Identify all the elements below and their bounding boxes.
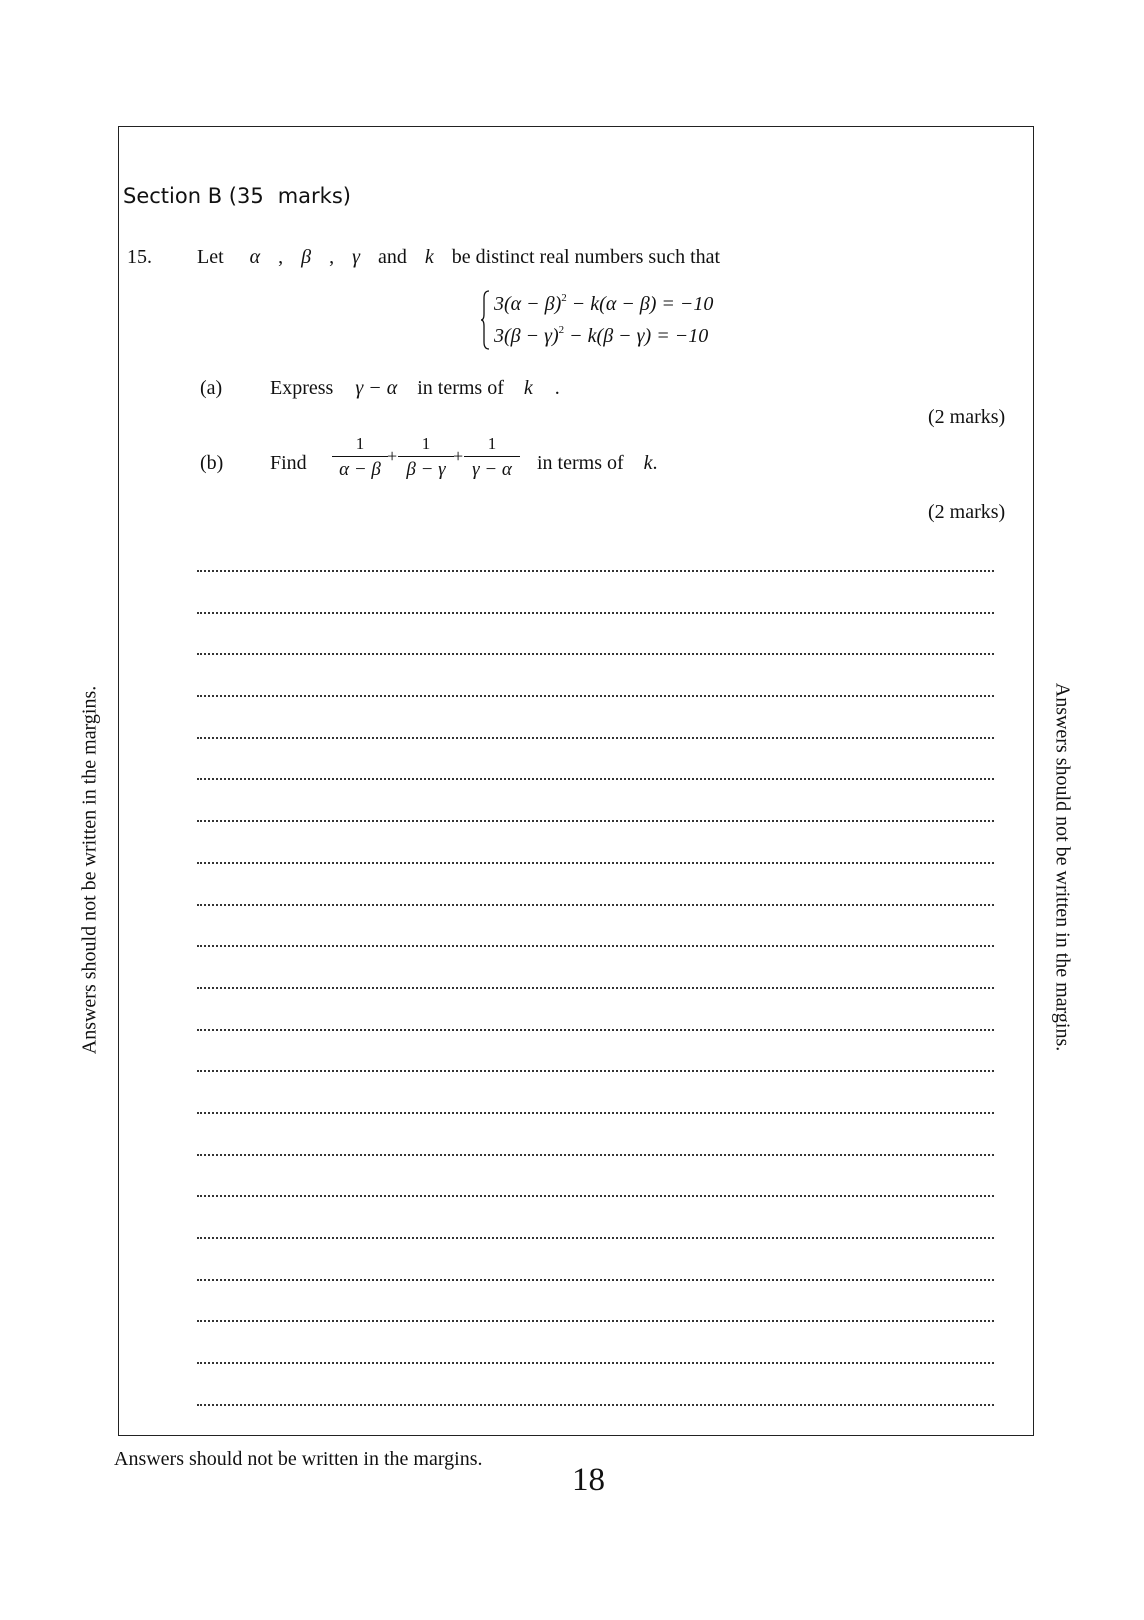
answer-line[interactable] (197, 1195, 994, 1197)
fraction-1 (332, 434, 388, 481)
answer-line[interactable] (197, 570, 994, 572)
eq1-exponent: 2 (561, 292, 567, 304)
answer-line[interactable] (197, 612, 994, 614)
section-title-end: marks) (277, 184, 351, 208)
fraction-2-numerator: 1 (421, 434, 431, 453)
answer-line[interactable] (197, 987, 994, 989)
part-b-tail (537, 452, 658, 475)
answer-line[interactable] (197, 1029, 994, 1031)
answer-lines (197, 570, 994, 1445)
word-express: Express (270, 377, 334, 399)
answer-line[interactable] (197, 862, 994, 864)
question-stem (197, 246, 720, 269)
answer-line[interactable] (197, 695, 994, 697)
fraction-3-numerator: 1 (487, 434, 497, 453)
var-gamma: γ (352, 246, 361, 268)
section-title (123, 184, 351, 208)
comma-1: , (278, 246, 284, 268)
answer-line[interactable] (197, 904, 994, 906)
left-brace (480, 290, 490, 350)
equation-1 (494, 292, 713, 316)
page-number: 18 (572, 1462, 605, 1498)
answer-line[interactable] (197, 1320, 994, 1322)
fraction-2 (398, 434, 454, 481)
part-b-var-k: k (643, 452, 653, 474)
answer-line[interactable] (197, 1112, 994, 1114)
fraction-3-denominator: γ − α (472, 459, 512, 480)
var-beta: β (301, 246, 312, 268)
eq2-left: 3(β − γ) (494, 325, 559, 347)
fraction-1-numerator: 1 (355, 434, 365, 453)
part-a-phrase: in terms of (417, 377, 504, 399)
answer-line[interactable] (197, 1070, 994, 1072)
word-and: and (378, 246, 407, 268)
plus-1: + (387, 446, 398, 466)
answer-line[interactable] (197, 653, 994, 655)
part-a-period: . (554, 377, 560, 399)
eq2-exponent: 2 (558, 324, 565, 336)
fraction-1-bar (332, 456, 388, 457)
plus-2: + (453, 446, 464, 466)
fraction-3-bar (464, 456, 520, 457)
part-a-label: (a) (200, 377, 223, 399)
eq2-right: − k(β − γ) = −10 (564, 325, 709, 347)
answer-line[interactable] (197, 945, 994, 947)
answer-line[interactable] (197, 778, 994, 780)
eq1-right: − k(α − β) = −10 (566, 293, 714, 315)
equation-system (480, 288, 740, 354)
comma-2: , (329, 246, 335, 268)
margin-note-left: Answers should not be written in the margins. (78, 685, 101, 1055)
equation-2 (494, 324, 708, 348)
sum-of-fractions (332, 434, 532, 494)
part-b-phrase: in terms of (537, 452, 624, 474)
answer-line[interactable] (197, 1404, 994, 1406)
part-a-text (270, 377, 560, 400)
part-b-label: (b) (200, 452, 224, 474)
fraction-1-denominator: α − β (339, 459, 381, 480)
answer-line[interactable] (197, 737, 994, 739)
part-a-var-k: k (523, 377, 533, 399)
margin-note-right: Answers should not be written in the margins. (1051, 682, 1074, 1052)
eq1-left: 3(α − β) (494, 293, 562, 315)
var-alpha: α (249, 246, 261, 268)
stem-tail: be distinct real numbers such that (451, 246, 721, 268)
margin-note-bottom: Answers should not be written in the margins. (114, 1448, 483, 1470)
expression-gamma-minus-alpha: γ − α (355, 377, 398, 399)
answer-line[interactable] (197, 1279, 994, 1281)
var-k: k (424, 246, 434, 268)
word-find: Find (270, 452, 307, 474)
fraction-2-bar (398, 456, 454, 457)
fraction-2-denominator: β − γ (406, 459, 446, 480)
answer-line[interactable] (197, 1362, 994, 1364)
answer-line[interactable] (197, 1154, 994, 1156)
question-number: 15. (127, 246, 152, 268)
part-a-marks: (2 marks) (928, 406, 1006, 428)
stem-let: Let (197, 246, 224, 268)
part-b-period: . (652, 452, 658, 474)
fraction-3 (464, 434, 520, 481)
part-b-marks: (2 marks) (928, 501, 1006, 523)
answer-line[interactable] (197, 1237, 994, 1239)
section-title-start: Section B (35 (123, 184, 264, 208)
answer-line[interactable] (197, 820, 994, 822)
